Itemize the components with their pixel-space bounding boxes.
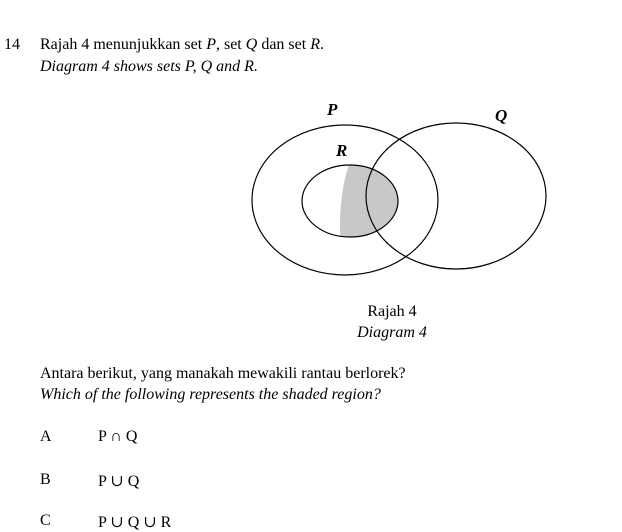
shaded-region <box>340 124 432 280</box>
option-b-text[interactable]: P ∪ Q <box>98 473 140 490</box>
question-text-english: Diagram 4 shows sets P, Q and R. <box>40 58 258 75</box>
prompt-malay: Antara berikut, yang manakah mewakili rantau berlorek? <box>40 365 406 382</box>
option-a-letter[interactable]: A <box>40 428 52 445</box>
option-c-text[interactable]: P ∪ Q ∪ R <box>98 514 172 531</box>
question-malay-set-r: R <box>310 36 320 53</box>
question-malay-set-p: P <box>206 36 216 53</box>
question-text-malay <box>40 36 324 54</box>
diagram-caption-malay: Rajah 4 <box>367 303 417 320</box>
question-malay-prefix: Rajah 4 menunjukkan set <box>40 36 207 53</box>
set-r-label: R <box>336 141 348 160</box>
venn-diagram <box>240 90 560 280</box>
diagram-caption-english: Diagram 4 <box>357 324 427 341</box>
question-malay-sep2: dan set <box>257 36 311 53</box>
set-p-label: P <box>327 100 338 119</box>
question-malay-sep1: , set <box>215 36 246 53</box>
question-malay-set-q: Q <box>245 36 258 53</box>
question-number: 14 <box>4 36 20 53</box>
option-a-text[interactable]: P ∩ Q <box>98 428 138 445</box>
question-malay-end: . <box>319 36 324 53</box>
option-b-letter[interactable]: B <box>40 471 51 488</box>
prompt-english: Which of the following represents the shaded region? <box>40 386 381 403</box>
option-c-letter[interactable]: C <box>40 512 51 529</box>
set-q-label: Q <box>495 106 508 125</box>
